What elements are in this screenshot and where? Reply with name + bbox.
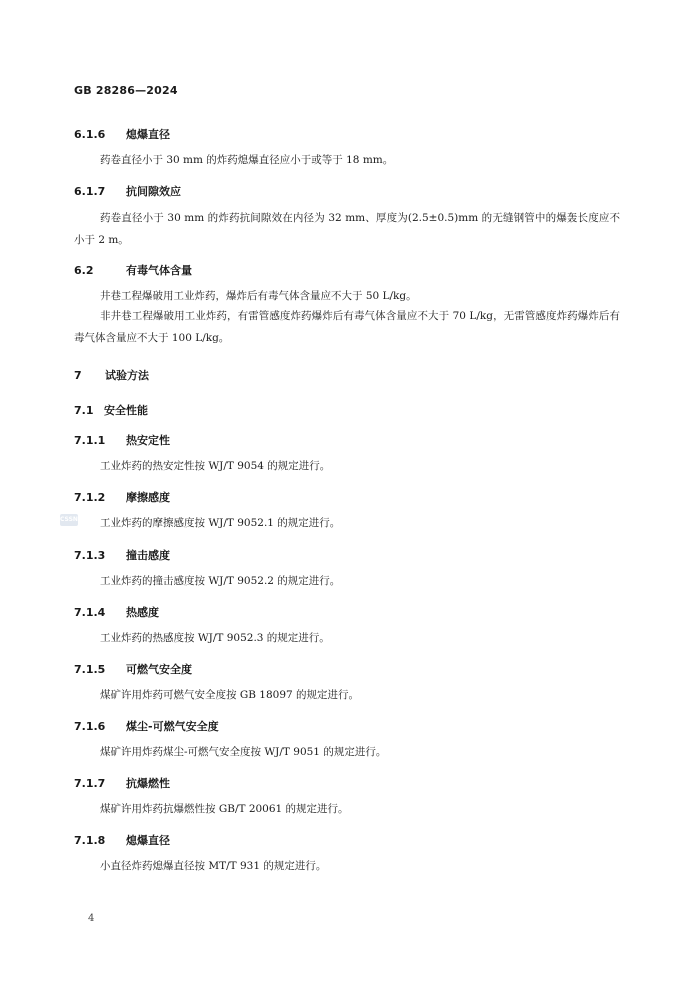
section-number: 7.1.5	[74, 663, 106, 676]
page-number: 4	[88, 913, 95, 924]
section-heading-7-1-4	[74, 604, 159, 620]
section-number: 6.1.6	[74, 128, 106, 141]
section-heading-7-1-8	[74, 832, 170, 848]
section-number: 7.1.8	[74, 834, 106, 847]
section-heading-7-1-1	[74, 432, 170, 448]
paragraph: 工业炸药的摩擦感度按 WJ/T 9052.1 的规定进行。	[100, 517, 341, 529]
paragraph: 工业炸药的撞击感度按 WJ/T 9052.2 的规定进行。	[100, 575, 341, 587]
standard-number: GB 28286—2024	[74, 84, 178, 97]
section-number: 7	[74, 369, 82, 382]
section-title: 撞击感度	[126, 549, 170, 562]
section-title: 熄爆直径	[126, 834, 170, 847]
section-number: 7.1.4	[74, 606, 106, 619]
paragraph: 小直径炸药熄爆直径按 MT/T 931 的规定进行。	[100, 860, 327, 872]
section-number: 7.1.1	[74, 434, 106, 447]
section-title: 摩擦感度	[126, 491, 170, 504]
paragraph: 工业炸药的热感度按 WJ/T 9052.3 的规定进行。	[100, 632, 330, 644]
section-title: 可燃气安全度	[126, 663, 192, 676]
section-heading-7-1-6	[74, 718, 219, 734]
section-heading-6-1-6	[74, 126, 170, 142]
section-heading-7-1-7	[74, 775, 170, 791]
section-number: 7.1.6	[74, 720, 106, 733]
section-heading-7-1-5	[74, 661, 192, 677]
section-title: 安全性能	[104, 404, 148, 417]
paragraph: 非井巷工程爆破用工业炸药，有雷管感度炸药爆炸后有毒气体含量应不大于 70 L/kg，无雷管感度炸药爆炸后有毒气体含量应不大于 100 L/kg。	[74, 310, 620, 344]
paragraph: 煤矿许用炸药抗爆燃性按 GB/T 20061 的规定进行。	[100, 803, 349, 815]
section-number: 6.2	[74, 264, 94, 277]
paragraph: 药卷直径小于 30 mm 的炸药熄爆直径应小于或等于 18 mm。	[100, 154, 394, 166]
section-title: 试验方法	[105, 369, 149, 382]
section-title: 抗爆燃性	[126, 777, 170, 790]
section-heading-7-1-3	[74, 547, 170, 563]
section-heading-6-2	[74, 262, 192, 278]
section-title: 熄爆直径	[126, 128, 170, 141]
section-title: 煤尘-可燃气安全度	[126, 720, 219, 733]
section-number: 7.1	[74, 404, 94, 417]
section-number: 6.1.7	[74, 185, 106, 198]
paragraph: 井巷工程爆破用工业炸药，爆炸后有毒气体含量应不大于 50 L/kg。	[100, 290, 417, 302]
section-number: 7.1.7	[74, 777, 106, 790]
paragraph: 工业炸药的热安定性按 WJ/T 9054 的规定进行。	[100, 460, 331, 472]
paragraph: 煤矿许用炸药煤尘-可燃气安全度按 WJ/T 9051 的规定进行。	[100, 746, 387, 758]
section-heading-7	[74, 367, 149, 383]
section-title: 有毒气体含量	[126, 264, 192, 277]
section-heading-7-1	[74, 402, 148, 418]
section-number: 7.1.2	[74, 491, 106, 504]
section-title: 抗间隙效应	[126, 185, 181, 198]
watermark-logo-icon: CSSN	[60, 514, 78, 526]
paragraph: 煤矿许用炸药可燃气安全度按 GB 18097 的规定进行。	[100, 689, 360, 701]
section-title: 热感度	[126, 606, 159, 619]
section-heading-7-1-2	[74, 489, 170, 505]
section-number: 7.1.3	[74, 549, 106, 562]
paragraph: 药卷直径小于 30 mm 的炸药抗间隙效在内径为 32 mm、厚度为(2.5±0.5)mm 的无缝钢管中的爆轰长度应不小于 2 m。	[74, 212, 620, 246]
section-title: 热安定性	[126, 434, 170, 447]
section-heading-6-1-7	[74, 183, 181, 199]
